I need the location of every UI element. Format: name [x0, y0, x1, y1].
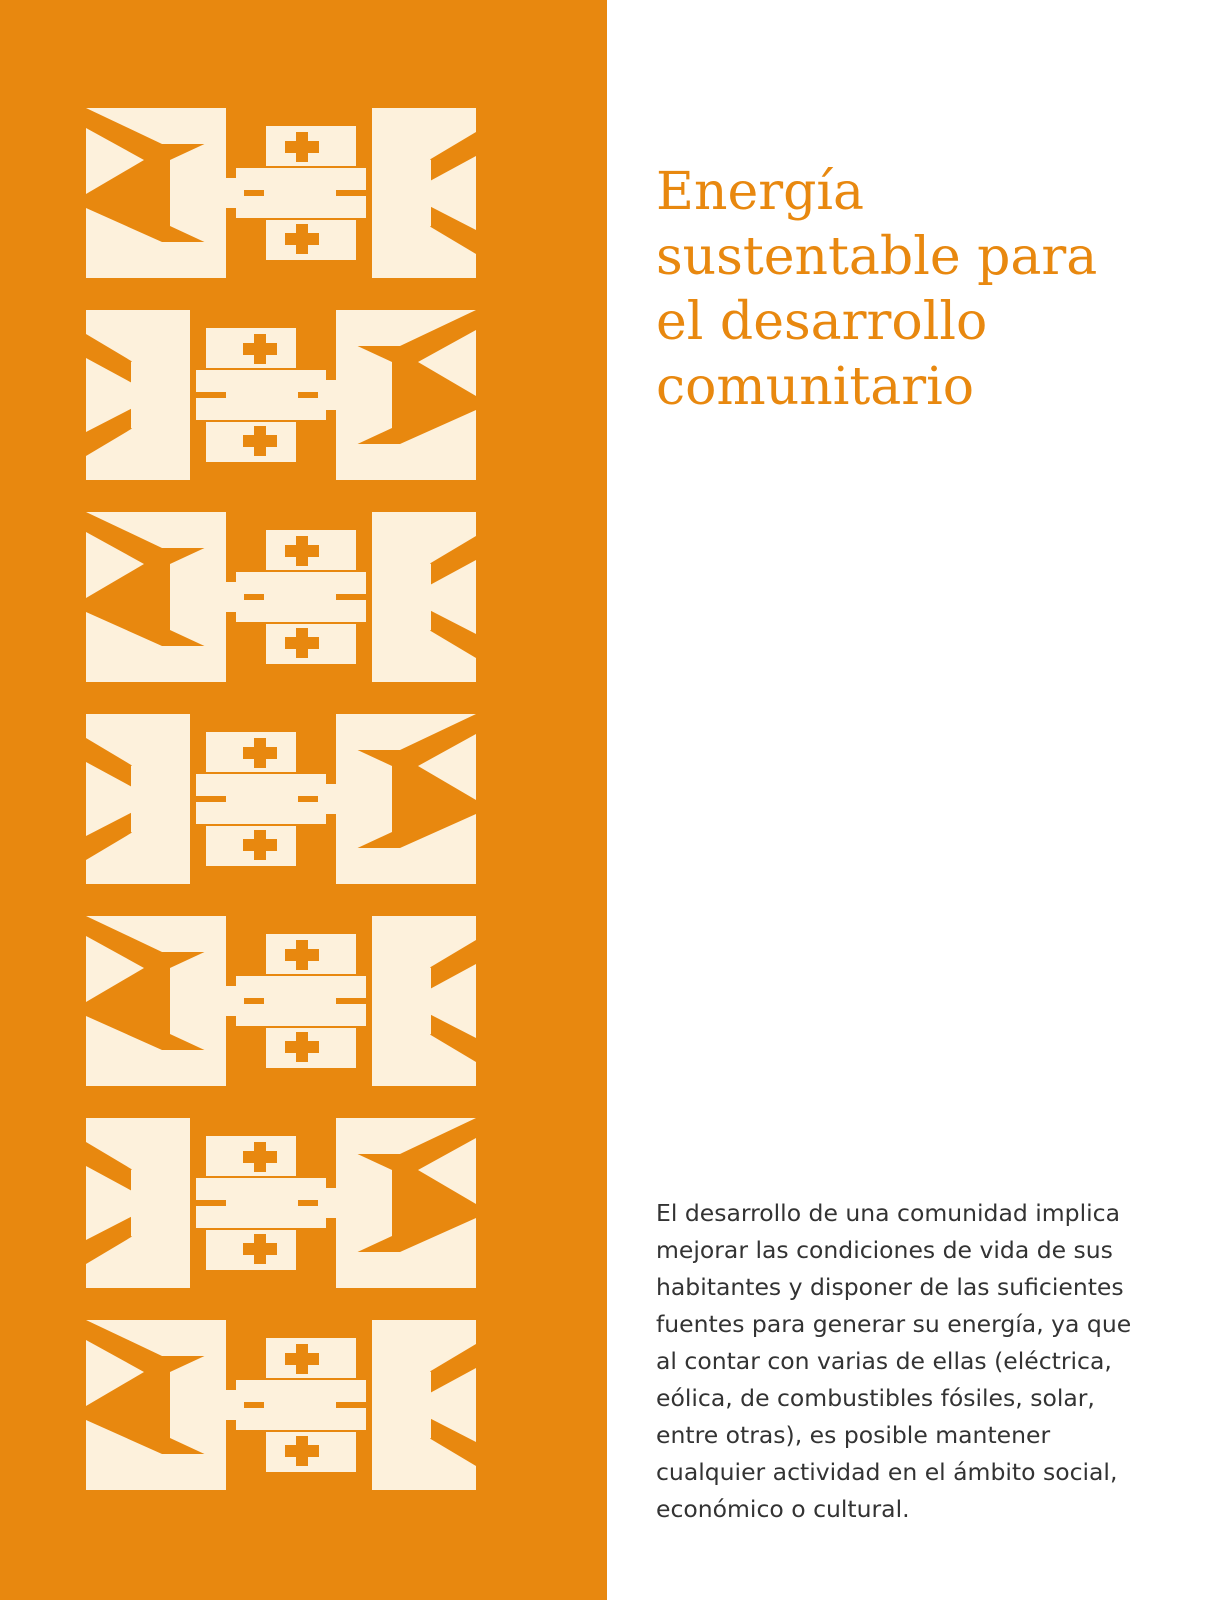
title-line: el desarrollo	[656, 292, 988, 352]
paragraph-line: habitantes y disponer de las suficientes	[656, 1273, 1124, 1301]
geometric-glyph-icon	[86, 512, 476, 682]
geometric-glyph-icon	[86, 1320, 476, 1490]
paragraph-line: eólica, de combustibles fósiles, solar,	[656, 1384, 1095, 1412]
paragraph-line: económico o cultural.	[656, 1495, 910, 1523]
intro-paragraph	[656, 1195, 1176, 1528]
paragraph-line: cualquier actividad en el ámbito social,	[656, 1458, 1118, 1486]
title-line: comunitario	[656, 357, 975, 417]
paragraph-line: al contar con varias de ellas (eléctrica,	[656, 1347, 1112, 1375]
geometric-glyph-icon	[86, 1118, 476, 1288]
geometric-glyph-icon	[86, 310, 476, 480]
geometric-glyph-icon	[86, 714, 476, 884]
paragraph-line: fuentes para generar su energía, ya que	[656, 1310, 1132, 1338]
page-title	[656, 160, 1176, 420]
paragraph-line: El desarrollo de una comunidad implica	[656, 1199, 1120, 1227]
title-line: sustentable para	[656, 227, 1098, 287]
paragraph-line: entre otras), es posible mantener	[656, 1421, 1051, 1449]
geometric-glyph-icon	[86, 108, 476, 278]
title-line: Energía	[656, 162, 864, 222]
paragraph-line: mejorar las condiciones de vida de sus	[656, 1236, 1113, 1264]
geometric-glyph-icon	[86, 916, 476, 1086]
